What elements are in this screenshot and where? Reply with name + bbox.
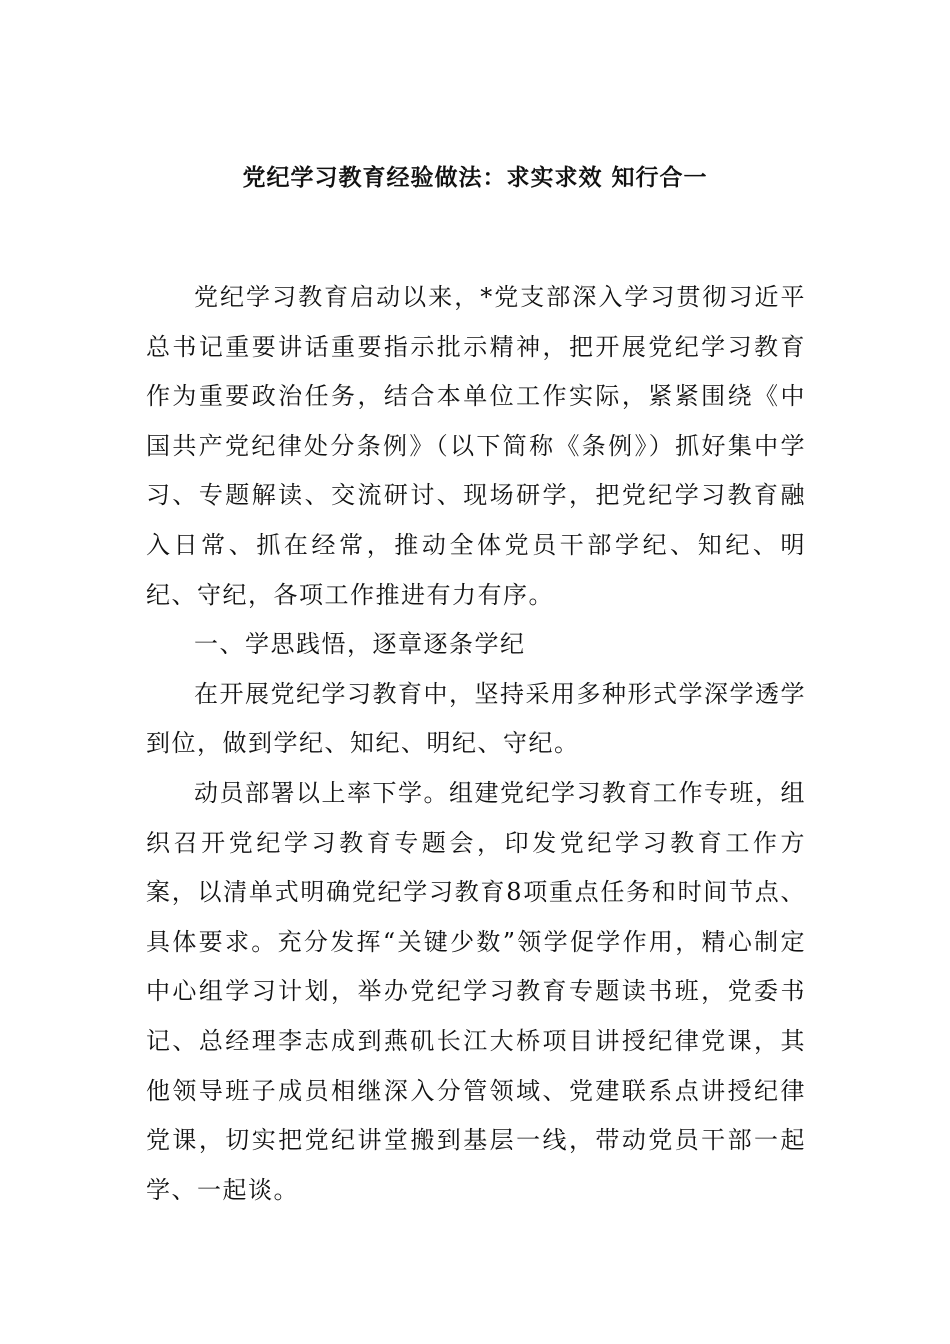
- section-heading-1: 一、学思践悟，逐章逐条学纪: [194, 630, 526, 659]
- document-body: [146, 273, 806, 1215]
- paragraph-intro: 党纪学习教育启动以来，*党支部深入学习贯彻习近平总书记重要讲话重要指示批示精神，把开展党纪学习教育作为重要政治任务，结合本单位工作实际，紧紧围绕《中国共产党纪律处分条例》（以下简称《条例》）抓好集中学习、专题解读、交流研讨、现场研学，把党纪学习教育融入日常、抓在经常，推动全体党员干部学纪、知纪、明纪、守纪，各项工作推进有力有序。: [146, 283, 806, 609]
- document-title: 党纪学习教育经验做法：求实求效 知行合一: [242, 165, 708, 191]
- paragraph-section-1-intro: 在开展党纪学习教育中，坚持采用多种形式学深学透学到位，做到学纪、知纪、明纪、守纪。: [146, 679, 806, 758]
- paragraph-mobilization: 动员部署以上率下学。组建党纪学习教育工作专班，组织召开党纪学习教育专题会，印发党纪学习教育工作方案，以清单式明确党纪学习教育8项重点任务和时间节点、具体要求。充分发挥“关键少数”领学促学作用，精心制定中心组学习计划，举办党纪学习教育专题读书班，党委书记、总经理李志成到燕矶长江大桥项目讲授纪律党课，其他领导班子成员相继深入分管领域、党建联系点讲授纪律党课，切实把党纪讲堂搬到基层一线，带动党员干部一起学、一起谈。: [146, 778, 806, 1204]
